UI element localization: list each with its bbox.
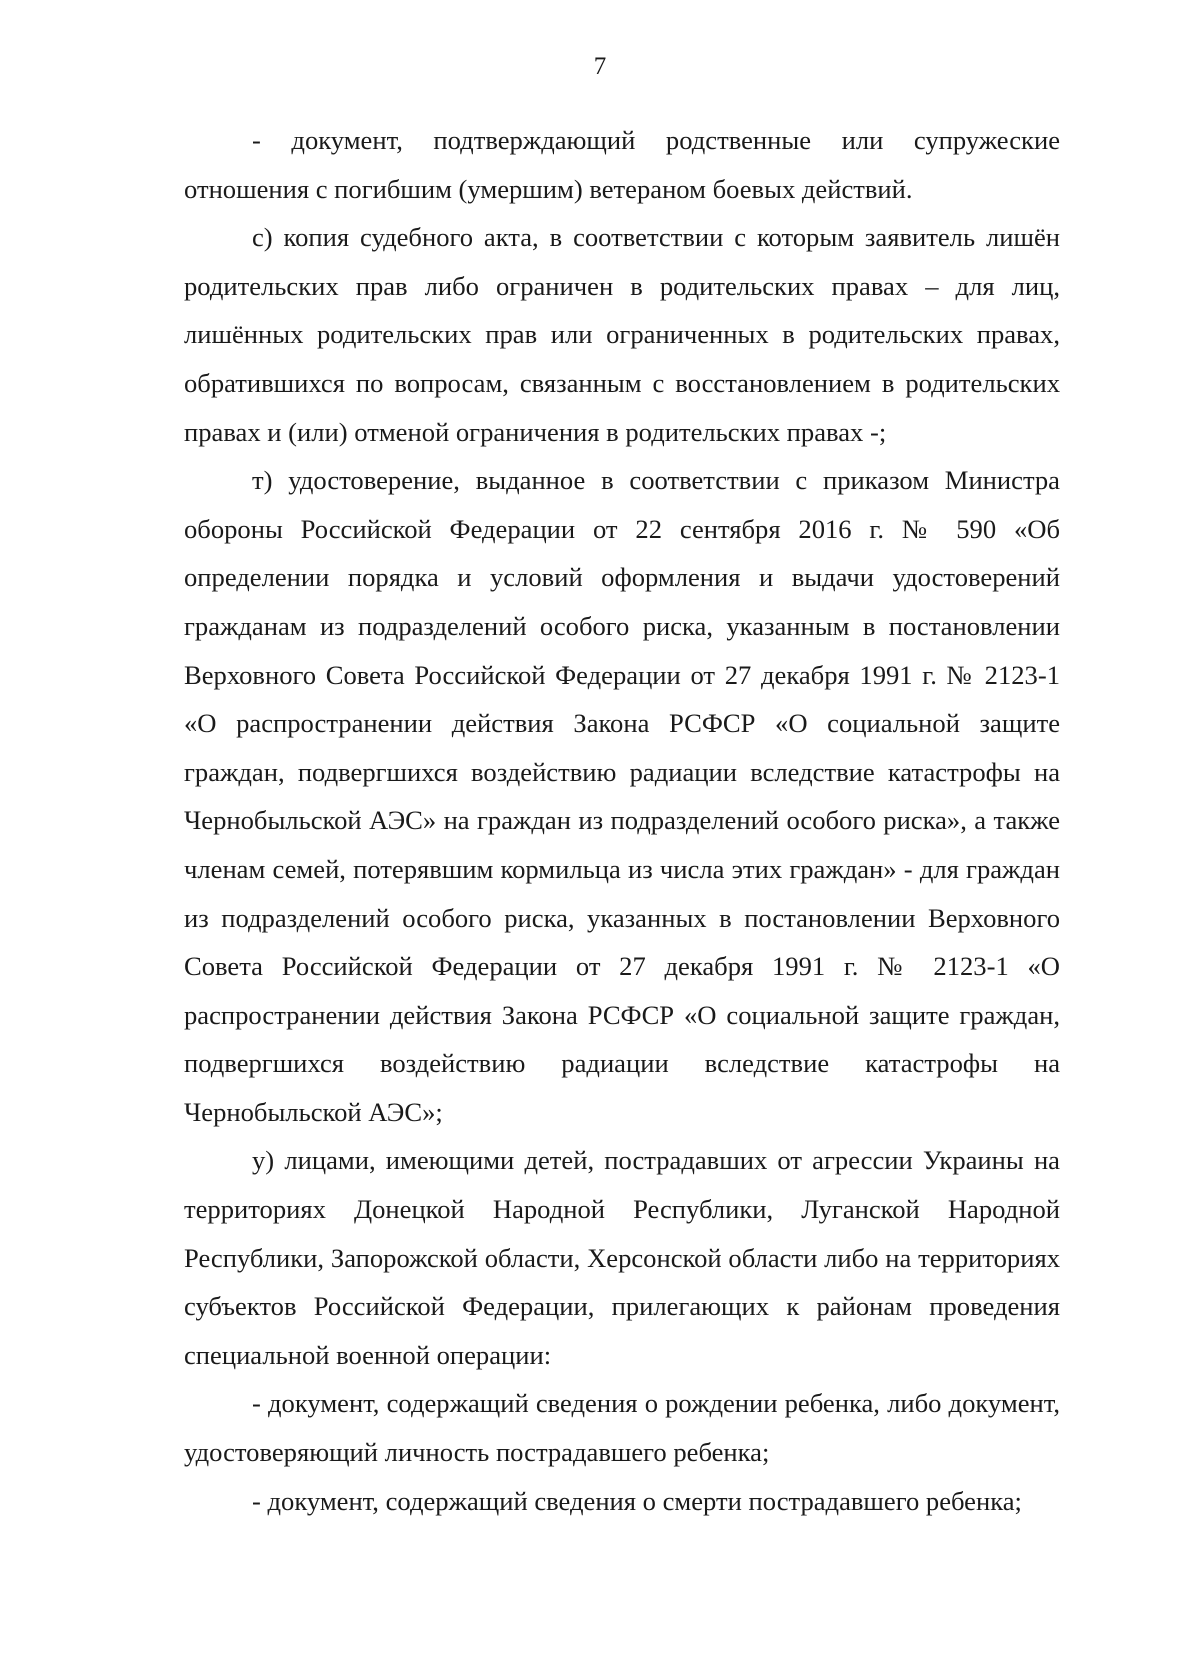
paragraph-children-affected: у) лицами, имеющими детей, пострадавших от агрессии Украины на территориях Донецкой Народной Республики, Луганской Народной Республики, Запорожской области, Херсонской области либо на территориях субъектов Российской Федерации, прилегающих к районам проведения специальной военной операции:	[184, 1145, 1060, 1370]
paragraph-birth-document: - документ, содержащий сведения о рождении ребенка, либо документ, удостоверяющий личность пострадавшего ребенка;	[184, 1388, 1060, 1468]
paragraph-death-document: - документ, содержащий сведения о смерти пострадавшего ребенка;	[252, 1485, 1022, 1516]
paragraph-special-risk-certificate: т) удостоверение, выданное в соответствии с приказом Министра обороны Российской Федерации от 22 сентября 2016 г. № 590 «Об определении порядка и условий оформления и выдачи удостоверений гражданам из подразделений особого риска, указанным в постановлении Верховного Совета Российской Федерации от 27 декабря 1991 г. № 2123-1 «О распространении действия Закона РСФСР «О социальной защите граждан, подвергшихся воздействию радиации вследствие катастрофы на Чернобыльской АЭС» на граждан из подразделений особого риска», а также членам семей, потерявшим кормильца из числа этих граждан» - для граждан из подразделений особого риска, указанных в постановлении Верховного Совета Российской Федерации от 27 декабря 1991 г. № 2123-1 «О распространении действия Закона РСФСР «О социальной защите граждан, подвергшихся воздействию радиации вследствие катастрофы на Чернобыльской АЭС»;	[184, 465, 1060, 1127]
document-body	[184, 116, 1060, 1525]
page-number: 7	[593, 53, 607, 80]
paragraph-relationship-document: - документ, подтверждающий родственные или супружеские отношения с погибшим (умершим) ветераном боевых действий.	[184, 125, 1060, 204]
paragraph-court-act-copy: с) копия судебного акта, в соответствии с которым заявитель лишён родительских прав либо ограничен в родительских правах – для лиц, лишённых родительских прав или ограниченных в родительских правах, обратившихся по вопросам, связанным с восстановлением в родительских правах и (или) отменой ограничения в родительских правах -;	[184, 222, 1060, 447]
